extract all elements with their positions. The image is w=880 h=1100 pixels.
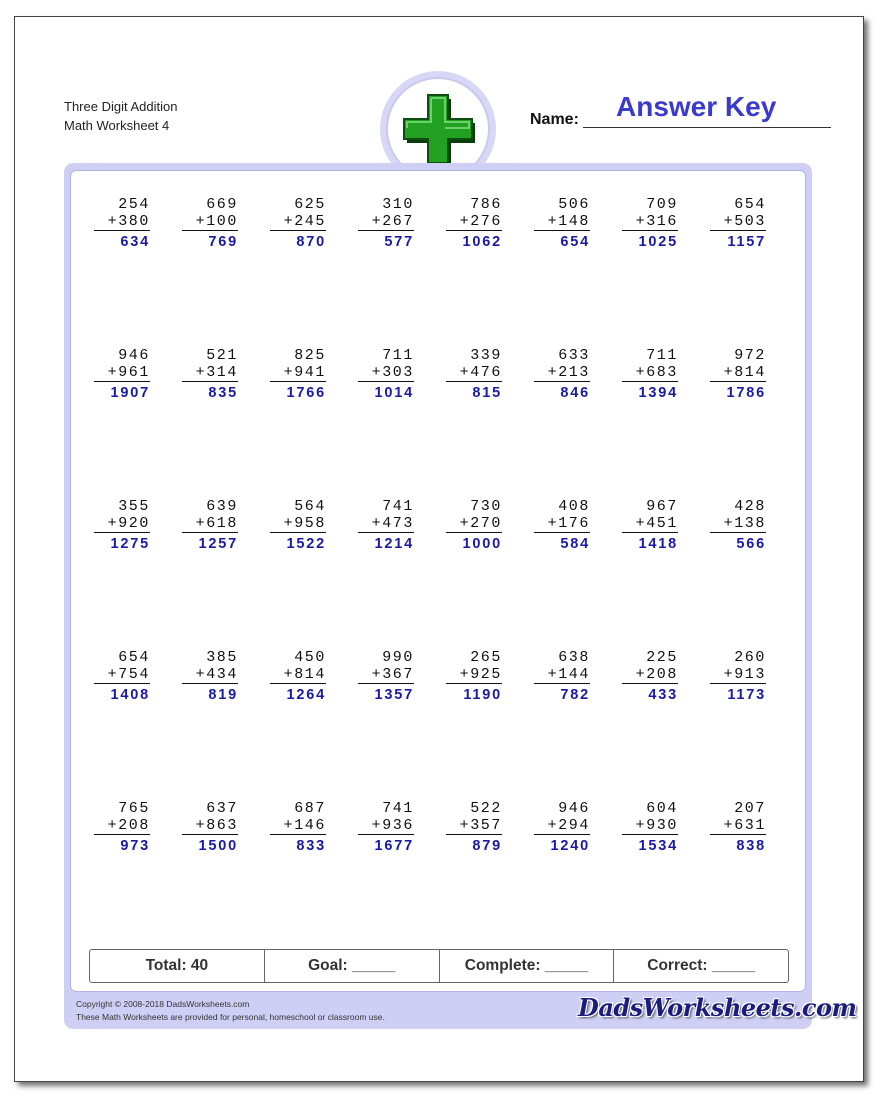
problem	[710, 800, 766, 855]
problem	[94, 649, 150, 704]
answer: 1240	[550, 838, 590, 854]
addend-bottom: +913	[710, 666, 766, 684]
addend-bottom: +503	[710, 213, 766, 231]
addend-bottom: +144	[534, 666, 590, 684]
answer: 1062	[462, 234, 502, 250]
problem	[622, 347, 678, 402]
answer: 1534	[638, 838, 678, 854]
addend-bottom: +208	[94, 817, 150, 835]
answer: 1394	[638, 385, 678, 401]
answer: 769	[208, 234, 238, 250]
addend-top: 450	[294, 649, 326, 666]
addend-top: 633	[558, 347, 590, 364]
problem	[270, 800, 326, 855]
problem	[622, 649, 678, 704]
addend-bottom: +930	[622, 817, 678, 835]
answer: 1408	[110, 687, 150, 703]
addend-bottom: +316	[622, 213, 678, 231]
addend-top: 741	[382, 498, 414, 515]
addend-bottom: +936	[358, 817, 414, 835]
addend-top: 522	[470, 800, 502, 817]
addend-bottom: +434	[182, 666, 238, 684]
problem	[270, 347, 326, 402]
problem	[358, 347, 414, 402]
title-line-1: Three Digit Addition	[64, 99, 178, 114]
answer: 1500	[198, 838, 238, 854]
answer: 654	[560, 234, 590, 250]
addend-bottom: +451	[622, 515, 678, 533]
addend-top: 730	[470, 498, 502, 515]
problems-frame	[64, 163, 812, 1029]
problem	[358, 800, 414, 855]
problems-area	[70, 170, 806, 992]
addend-top: 521	[206, 347, 238, 364]
problem	[270, 196, 326, 251]
addend-bottom: +925	[446, 666, 502, 684]
problem	[446, 498, 502, 553]
addend-top: 637	[206, 800, 238, 817]
addend-top: 408	[558, 498, 590, 515]
answer: 577	[384, 234, 414, 250]
problem	[94, 498, 150, 553]
addend-bottom: +380	[94, 213, 150, 231]
problem	[182, 498, 238, 553]
addend-top: 711	[382, 347, 414, 364]
answer: 634	[120, 234, 150, 250]
answer: 433	[648, 687, 678, 703]
answer: 584	[560, 536, 590, 552]
problem	[446, 800, 502, 855]
addend-bottom: +148	[534, 213, 590, 231]
problem	[710, 649, 766, 704]
addend-top: 669	[206, 196, 238, 213]
answer: 838	[736, 838, 766, 854]
problem	[270, 649, 326, 704]
addend-top: 428	[734, 498, 766, 515]
addend-top: 310	[382, 196, 414, 213]
worksheet-title	[64, 97, 177, 135]
problem	[534, 649, 590, 704]
answer: 782	[560, 687, 590, 703]
addend-top: 825	[294, 347, 326, 364]
addend-top: 946	[118, 347, 150, 364]
addend-bottom: +958	[270, 515, 326, 533]
addend-top: 385	[206, 649, 238, 666]
problem	[182, 347, 238, 402]
problem	[94, 196, 150, 251]
answer: 819	[208, 687, 238, 703]
addend-bottom: +245	[270, 213, 326, 231]
addend-top: 741	[382, 800, 414, 817]
addend-bottom: +213	[534, 364, 590, 382]
addend-top: 687	[294, 800, 326, 817]
name-line	[583, 127, 831, 128]
problem	[622, 196, 678, 251]
answer: 833	[296, 838, 326, 854]
problem	[534, 800, 590, 855]
total-cell: Total: 40	[90, 950, 265, 982]
problem	[534, 347, 590, 402]
addend-bottom: +941	[270, 364, 326, 382]
answer: 1275	[110, 536, 150, 552]
problem	[710, 347, 766, 402]
addend-top: 604	[646, 800, 678, 817]
answer: 566	[736, 536, 766, 552]
answer: 1264	[286, 687, 326, 703]
addend-bottom: +100	[182, 213, 238, 231]
addend-bottom: +631	[710, 817, 766, 835]
addend-top: 265	[470, 649, 502, 666]
addend-top: 225	[646, 649, 678, 666]
problem	[358, 649, 414, 704]
addend-top: 972	[734, 347, 766, 364]
addend-top: 207	[734, 800, 766, 817]
answer: 1522	[286, 536, 326, 552]
usage-text: These Math Worksheets are provided for personal, homeschool or classroom use.	[76, 1012, 385, 1022]
addend-top: 711	[646, 347, 678, 364]
goal-cell: Goal: _____	[265, 950, 440, 982]
addend-bottom: +476	[446, 364, 502, 382]
answer: 1418	[638, 536, 678, 552]
addend-bottom: +294	[534, 817, 590, 835]
addend-bottom: +814	[270, 666, 326, 684]
copyright-notice	[76, 998, 385, 1024]
addend-top: 639	[206, 498, 238, 515]
problem	[182, 649, 238, 704]
addend-bottom: +754	[94, 666, 150, 684]
answer: 1173	[727, 687, 766, 703]
addend-bottom: +176	[534, 515, 590, 533]
addend-bottom: +618	[182, 515, 238, 533]
problem	[446, 196, 502, 251]
addend-bottom: +276	[446, 213, 502, 231]
problem	[534, 498, 590, 553]
brand-logo: DadsWorksheets.com	[578, 993, 857, 1022]
addend-bottom: +961	[94, 364, 150, 382]
addend-top: 654	[118, 649, 150, 666]
answer: 1786	[726, 385, 766, 401]
problem	[358, 196, 414, 251]
addend-top: 339	[470, 347, 502, 364]
answer: 973	[120, 838, 150, 854]
answer: 1677	[374, 838, 414, 854]
addend-top: 625	[294, 196, 326, 213]
answer: 1014	[374, 385, 414, 401]
complete-cell: Complete: _____	[440, 950, 615, 982]
problem	[358, 498, 414, 553]
title-line-2: Math Worksheet 4	[64, 118, 170, 133]
addend-bottom: +146	[270, 817, 326, 835]
addend-top: 260	[734, 649, 766, 666]
addend-bottom: +367	[358, 666, 414, 684]
answer: 1190	[463, 687, 502, 703]
problem	[622, 800, 678, 855]
answer: 1000	[462, 536, 502, 552]
addend-top: 564	[294, 498, 326, 515]
addend-bottom: +473	[358, 515, 414, 533]
addend-bottom: +314	[182, 364, 238, 382]
addend-top: 506	[558, 196, 590, 213]
addend-bottom: +303	[358, 364, 414, 382]
answer: 1214	[374, 536, 414, 552]
addend-bottom: +208	[622, 666, 678, 684]
addend-top: 254	[118, 196, 150, 213]
addend-top: 967	[646, 498, 678, 515]
addend-bottom: +863	[182, 817, 238, 835]
addend-bottom: +138	[710, 515, 766, 533]
answer: 835	[208, 385, 238, 401]
answer: 1025	[638, 234, 678, 250]
addend-top: 709	[646, 196, 678, 213]
answer: 879	[472, 838, 502, 854]
problem	[182, 800, 238, 855]
problem	[94, 347, 150, 402]
answer: 1257	[198, 536, 238, 552]
answer: 1157	[727, 234, 766, 250]
answer: 1766	[286, 385, 326, 401]
addend-bottom: +357	[446, 817, 502, 835]
addend-top: 990	[382, 649, 414, 666]
copyright-text: Copyright © 2008-2018 DadsWorksheets.com	[76, 999, 250, 1009]
answer-key-label: Answer Key	[616, 91, 777, 122]
problem	[182, 196, 238, 251]
addend-top: 355	[118, 498, 150, 515]
addend-bottom: +683	[622, 364, 678, 382]
problem	[710, 498, 766, 553]
addend-bottom: +270	[446, 515, 502, 533]
problem	[270, 498, 326, 553]
addend-top: 638	[558, 649, 590, 666]
answer: 1357	[374, 687, 414, 703]
correct-cell: Correct: _____	[647, 957, 755, 974]
answer: 870	[296, 234, 326, 250]
addend-bottom: +920	[94, 515, 150, 533]
addend-top: 765	[118, 800, 150, 817]
answer: 1907	[110, 385, 150, 401]
problem	[446, 649, 502, 704]
problem	[622, 498, 678, 553]
addend-top: 786	[470, 196, 502, 213]
addend-top: 946	[558, 800, 590, 817]
addend-bottom: +814	[710, 364, 766, 382]
addend-top: 654	[734, 196, 766, 213]
addend-bottom: +267	[358, 213, 414, 231]
problem	[710, 196, 766, 251]
problem	[94, 800, 150, 855]
answer: 815	[472, 385, 502, 401]
answer: 846	[560, 385, 590, 401]
name-label: Name:	[530, 111, 579, 128]
problem	[446, 347, 502, 402]
problem	[534, 196, 590, 251]
score-table	[89, 949, 789, 983]
